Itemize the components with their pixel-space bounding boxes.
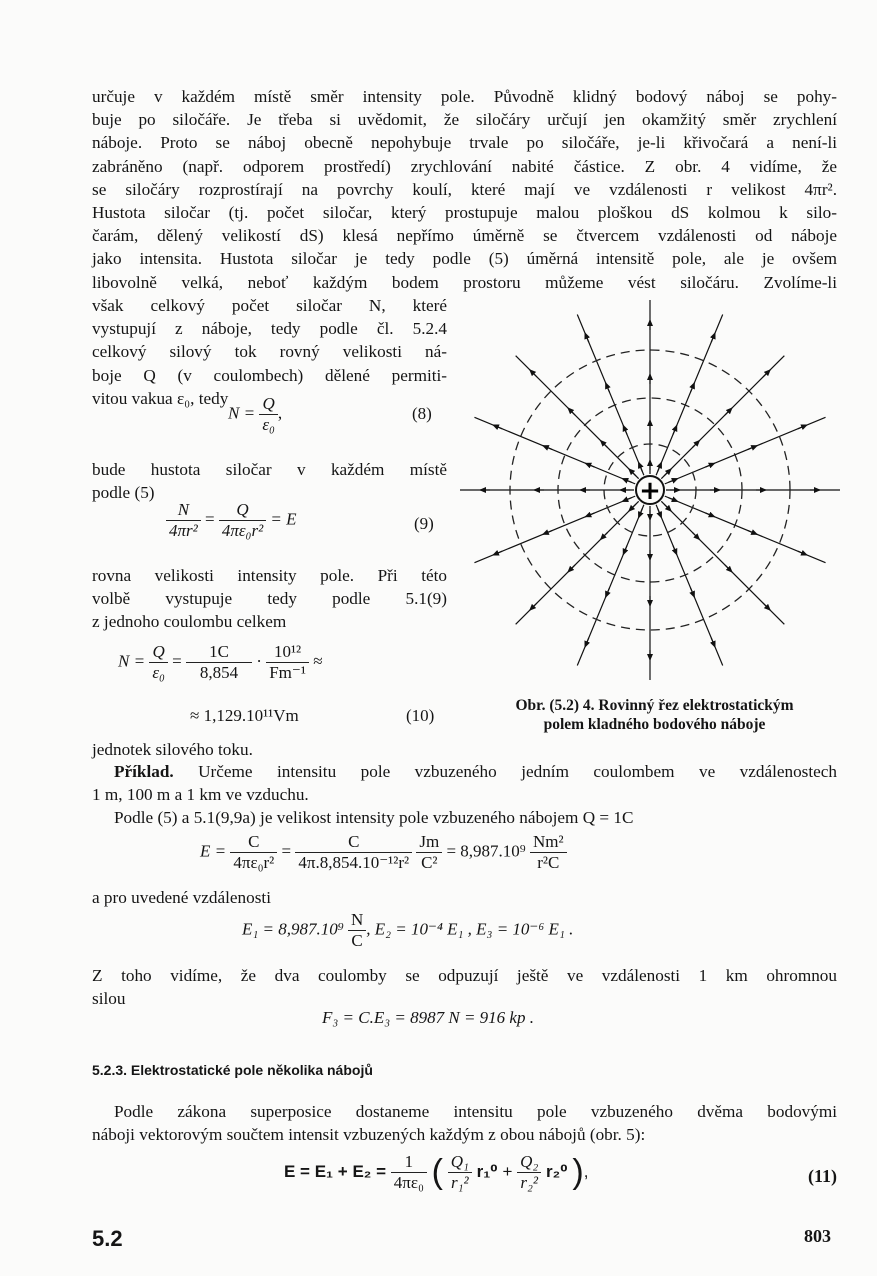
conclusion-paragraph — [92, 964, 837, 1010]
fraction — [219, 500, 266, 541]
field-arrow — [623, 425, 627, 434]
text-line: čarám, dělený velikostí dS) klesá nepřímo úměrně se čtvercem vzdálenosti od náboje — [92, 226, 837, 246]
numerator: Q₂ — [517, 1152, 541, 1173]
equation-9 — [166, 500, 297, 541]
text-line: Podle (5) a 5.1(9,9a) je velikost intensity pole vzbuzeného nábojem Q = 1C — [114, 808, 634, 828]
equation-number: (10) — [406, 706, 435, 725]
numerator: C — [230, 832, 277, 853]
field-arrow — [664, 504, 671, 511]
eq-lhs: E = — [200, 841, 227, 861]
field-arrow — [606, 588, 610, 597]
text-line: vystupují z náboje, tedy podle čl. 5.2.4 — [92, 319, 447, 339]
field-arrow — [585, 638, 589, 647]
paren-close: ) — [572, 1153, 584, 1191]
denominator: ε₀ — [262, 415, 275, 434]
text-line: Z toho vidíme, že dva coulomby se odpuzují ještě ve vzdálenosti 1 km ohromnou — [92, 966, 837, 985]
denominator: r₁² — [450, 1173, 469, 1192]
field-arrow — [705, 513, 714, 517]
example-paragraph — [92, 760, 837, 830]
numerator: Q — [259, 394, 278, 415]
text-line: rovna velikosti intensity pole. Při této — [92, 566, 447, 585]
paren-open: ( — [431, 1153, 443, 1191]
eq-lhs: E = E₁ + E₂ = — [284, 1161, 386, 1181]
equation-10: N = $\frac{Q}{\text{ε₀}}$ = $\frac{1C}{8,854}$ · $\frac{\text{10¹²}}{\text{Fm⁻¹}}$ ≈ — [118, 642, 323, 682]
field-arrow — [530, 370, 537, 377]
left-column-a — [92, 294, 447, 410]
field-arrow — [748, 531, 757, 535]
fraction — [186, 642, 252, 683]
distances-text: a pro uvedené vzdálenosti — [92, 888, 271, 907]
field-arrow — [568, 408, 575, 415]
numerator: 1 — [391, 1152, 427, 1173]
caption-line: polem kladného bodového náboje — [543, 716, 766, 733]
field-arrow — [543, 446, 552, 450]
numerator: Q₁ — [448, 1152, 472, 1173]
field-arrow — [705, 463, 714, 467]
eq-e1: E₁ = 8,987.10⁹ — [242, 919, 344, 939]
numerator: Q — [149, 642, 168, 663]
field-arrow — [622, 479, 631, 483]
field-arrow — [568, 565, 575, 572]
text-line: silou — [92, 989, 126, 1009]
intro-paragraph — [92, 85, 837, 294]
fraction — [391, 1152, 427, 1193]
field-arrow — [748, 446, 757, 450]
field-arrow — [623, 545, 627, 554]
field-arrow — [530, 603, 537, 610]
field-arrow — [639, 508, 643, 517]
equation-F: F₃ = C.E₃ = 8987 N = 916 kp . — [322, 1008, 534, 1027]
equation-E: E = $\frac{C}{\text{4πε₀r²}}$ = $\frac{C}{\text{4π.8,854.10⁻¹²r²}}$ $\frac{Jm}{\text{C²}}$ = 8,987.10⁹ $\frac{\text{Nm²}}{\text{r²C}}$ — [200, 832, 567, 873]
numerator: Q — [219, 500, 266, 521]
eq-tail: = E — [270, 509, 297, 529]
text-line: určuje v každém místě směr intensity pole. Původně klidný bodový náboj se pohy- — [92, 87, 837, 106]
eq-tail: , — [583, 1161, 589, 1181]
field-arrow — [493, 551, 502, 555]
field-arrow — [493, 425, 502, 429]
fraction — [266, 642, 309, 683]
eq-e2-e3: , E₂ = 10⁻⁴ E₁ , E₃ = 10⁻⁶ E₁ . — [366, 919, 574, 939]
field-arrow — [658, 462, 662, 471]
fraction — [517, 1152, 541, 1193]
eq-mid: = 8,987.10⁹ — [446, 841, 526, 861]
denominator: C² — [421, 853, 438, 872]
field-arrow — [692, 532, 699, 539]
field-arrow — [629, 469, 636, 476]
numerator: Nm² — [530, 832, 567, 853]
field-arrow — [601, 532, 608, 539]
field-arrow — [622, 498, 631, 502]
field-arrow — [798, 551, 807, 555]
equation-number: (8) — [412, 404, 432, 423]
fraction — [416, 832, 442, 873]
field-figure — [450, 290, 850, 690]
text-line: náboji vektorovým součtem intensit vzbuzených každým z obou nábojů (obr. 5): — [92, 1125, 646, 1145]
text-line: volbě vystupuje tedy podle 5.1(9) — [92, 589, 447, 609]
numerator: C — [295, 832, 412, 853]
example-text: Určeme intensitu pole vzbuzeného jedním coulombem ve vzdálenostech — [198, 762, 837, 781]
text-line: zabráněno (např. odporem prostředí) zrychlování nabité částice. Z obr. 4 vidíme, že — [92, 156, 837, 176]
text-line: Podle zákona superposice dostaneme intensitu pole vzbuzeného dvěma bodovými — [114, 1102, 837, 1121]
fraction — [149, 642, 168, 683]
field-arrow — [629, 504, 636, 511]
fraction — [348, 910, 366, 951]
field-arrow — [673, 425, 677, 434]
field-arrow — [585, 463, 594, 467]
field-arrow — [668, 498, 677, 502]
field-arrow — [725, 408, 732, 415]
field-arrow — [692, 441, 699, 448]
field-arrow — [606, 383, 610, 392]
equation-number: (11) — [808, 1166, 837, 1186]
numerator: 1C — [186, 642, 252, 663]
denominator: 4πr² — [169, 521, 198, 540]
numerator: N — [166, 500, 201, 521]
eq-sign: = — [204, 509, 215, 529]
denominator: ε₀ — [152, 663, 165, 682]
text-line: buje po siločáře. Je třeba si uvědomit, že siločáry určují jen okamžitý směr zrychlení — [92, 110, 837, 130]
field-arrow — [763, 370, 770, 377]
denominator: r₂² — [520, 1173, 539, 1192]
field-arrow — [798, 425, 807, 429]
text-line: se siločáry rozprostírají na povrchy koulí, které mají ve vzdálenosti r velikost 4πr². — [92, 179, 837, 199]
denominator: 4πε₀ — [393, 1173, 424, 1192]
equation-8 — [228, 394, 282, 435]
text-line: vitou vakua ε₀, tedy — [92, 388, 229, 408]
field-arrow — [543, 531, 552, 535]
denominator: Fm⁻¹ — [269, 663, 306, 682]
field-arrow — [658, 508, 662, 517]
fraction — [166, 500, 201, 541]
text-line: libovolně velká, neboť každým bodem prostoru můžeme vést siločáru. Zvolíme-li — [92, 272, 837, 292]
text-line: podle (5) — [92, 483, 155, 503]
section-title: 5.2.3. Elektrostatické pole několika nábojů — [92, 1062, 373, 1078]
equation-number: (9) — [414, 514, 434, 533]
field-arrow — [585, 333, 589, 342]
numerator: Jm — [416, 832, 442, 853]
unit-vector: r₁⁰ — [476, 1161, 498, 1181]
eq-lhs: N = — [228, 403, 256, 423]
field-arrow — [668, 479, 677, 483]
superposition-paragraph — [92, 1100, 837, 1146]
text-line — [92, 760, 837, 783]
field-arrow — [691, 383, 695, 392]
field-arrow — [585, 513, 594, 517]
fraction — [259, 394, 278, 435]
text-line: bude hustota siločar v každém místě — [92, 460, 447, 479]
approx-sign: ≈ — [313, 651, 323, 671]
unit-vector: r₂⁰ — [546, 1161, 568, 1181]
figure-caption — [462, 696, 847, 734]
equation-10-line2: ≈ 1,129.10¹¹Vm — [190, 706, 299, 725]
charge-symbol: + — [639, 476, 661, 506]
eq-lhs: N = — [118, 651, 146, 671]
text-line: celkový silový tok rovný velikosti ná- — [92, 342, 447, 362]
fraction — [230, 832, 277, 873]
denominator: 4πε₀r² — [221, 521, 264, 540]
text-line: z jednoho coulombu celkem — [92, 612, 287, 632]
plus-sign: + — [502, 1161, 513, 1181]
text-line: však celkový počet siločar N, které — [92, 296, 447, 315]
denominator: 4π.8,854.10⁻¹²r² — [298, 853, 410, 872]
denominator: 8,854 — [199, 663, 239, 682]
page-number: 803 — [804, 1226, 831, 1246]
field-arrow — [673, 545, 677, 554]
equation-11 — [284, 1152, 588, 1193]
text-line: 1 m, 100 m a 1 km ve vzduchu. — [92, 785, 309, 805]
field-arrow — [711, 638, 715, 647]
numerator: N — [348, 910, 366, 931]
fraction — [530, 832, 567, 873]
left-column-b — [92, 458, 447, 504]
field-arrow — [711, 333, 715, 342]
field-arrow — [763, 603, 770, 610]
fraction — [295, 832, 412, 873]
text-line: boje Q (v coulombech) dělené permiti- — [92, 365, 447, 385]
field-arrow — [639, 462, 643, 471]
denominator: C — [351, 931, 363, 950]
eq-tail: , — [277, 403, 283, 423]
numerator: 10¹² — [266, 642, 309, 663]
field-arrow — [691, 588, 695, 597]
field-arrow — [725, 565, 732, 572]
text-line: Hustota siločar (tj. počet siločar, který prostupuje malou ploškou dS kolmou k silo- — [92, 203, 837, 223]
caption-line: Obr. (5.2) 4. Rovinný řez elektrostatickým — [515, 697, 794, 714]
after-figure-text: jednotek silového toku. — [92, 740, 253, 759]
equation-distances — [242, 910, 573, 951]
text-line: náboje. Proto se náboj obecně nepohybuje trvale po siločáře, je-li křivočará a není-li — [92, 133, 837, 153]
example-head: Příklad. — [114, 762, 174, 781]
field-arrow — [601, 441, 608, 448]
denominator: r²C — [537, 853, 560, 872]
field-arrow — [664, 469, 671, 476]
text-line: jako intensita. Hustota siločar je tedy podle (5) úměrná intensitě pole, ale je ovšem — [92, 249, 837, 269]
fraction — [448, 1152, 472, 1193]
left-column-c — [92, 564, 447, 634]
chapter-number: 5.2 — [92, 1226, 123, 1251]
denominator: 4πε₀r² — [233, 853, 275, 872]
